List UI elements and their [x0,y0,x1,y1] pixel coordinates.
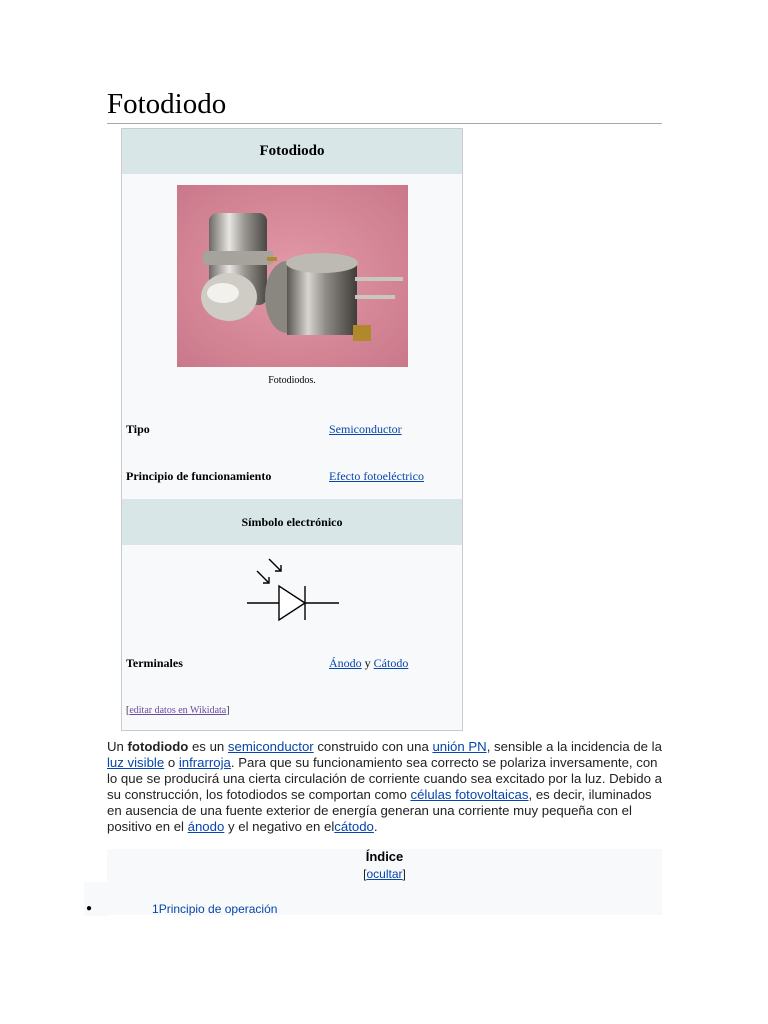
article-intro-paragraph [107,739,667,835]
toc-item[interactable] [152,902,277,916]
bracket-close: ] [402,867,406,881]
infrarroja-link[interactable]: infrarroja [178,755,231,770]
infobox-caption: Fotodiodos. [268,375,316,386]
page-title: Fotodiodo [107,88,227,120]
title-divider [107,123,662,124]
text: es un [188,739,228,754]
infobox-row-label: Terminales [126,656,183,670]
toc-item-label: Principio de operación [158,902,278,916]
text: o [164,755,179,770]
text: Un [107,739,128,754]
bold-term: fotodiodo [127,739,189,754]
text: y el negativo en el [224,819,335,834]
anode-link[interactable]: Ánodo [329,656,362,670]
catodo-link[interactable]: cátodo [334,819,374,834]
text: construido con una [313,739,433,754]
bracket-open: [ [363,867,367,881]
conjunction-text: y [364,656,371,670]
cathode-link[interactable]: Cátodo [373,656,409,670]
union-pn-link[interactable]: unión PN [432,739,487,754]
toc-toggle [107,867,662,881]
toc-hide-link[interactable]: ocultar [366,867,403,881]
text: , es decir, iluminados en ausencia de una fuente exterior de energía generan una corriente muy pequeña con el positivo en el [107,787,652,834]
wikidata-edit [126,705,230,716]
photodiode-symbol-icon [237,553,347,623]
celulas-fotovoltaicas-link[interactable]: células fotovoltaicas [410,787,529,802]
photodiode-photo[interactable] [177,185,408,367]
photodiode-photo-graphic [177,185,408,367]
infobox-title: Fotodiodo [122,129,462,174]
infobox-row-label: Tipo [126,422,150,436]
anodo-link[interactable]: ánodo [187,819,225,834]
infobox-row-value-link[interactable]: Semiconductor [329,422,402,436]
luz-visible-link[interactable]: luz visible [107,755,165,770]
infobox-symbol-heading: Símbolo electrónico [122,499,462,545]
bracket-open: [ [126,705,130,716]
toc-item-number: 1 [152,902,159,916]
infobox-row-label: Principio de funcionamiento [126,469,272,483]
infobox-row-value [329,656,408,671]
bullet-icon: ● [86,903,93,914]
text: . Para que su funcionamiento sea correcto se polariza inversamente, con lo que se producirá una cierta circulación de corriente cuando sea excitado por la luz. Debido a su construcción, los fotodiodos se comportan como [107,755,662,802]
bracket-close: ] [226,705,230,716]
infobox-row-value-link[interactable]: Efecto fotoeléctrico [329,469,424,483]
semiconductor-link[interactable]: semiconductor [227,739,314,754]
wikidata-edit-link[interactable]: editar datos en Wikidata [129,705,227,716]
toc-title: Índice [365,849,404,864]
text: , sensible a la incidencia de la [486,739,662,754]
text: . [373,819,378,834]
infobox [121,128,463,731]
